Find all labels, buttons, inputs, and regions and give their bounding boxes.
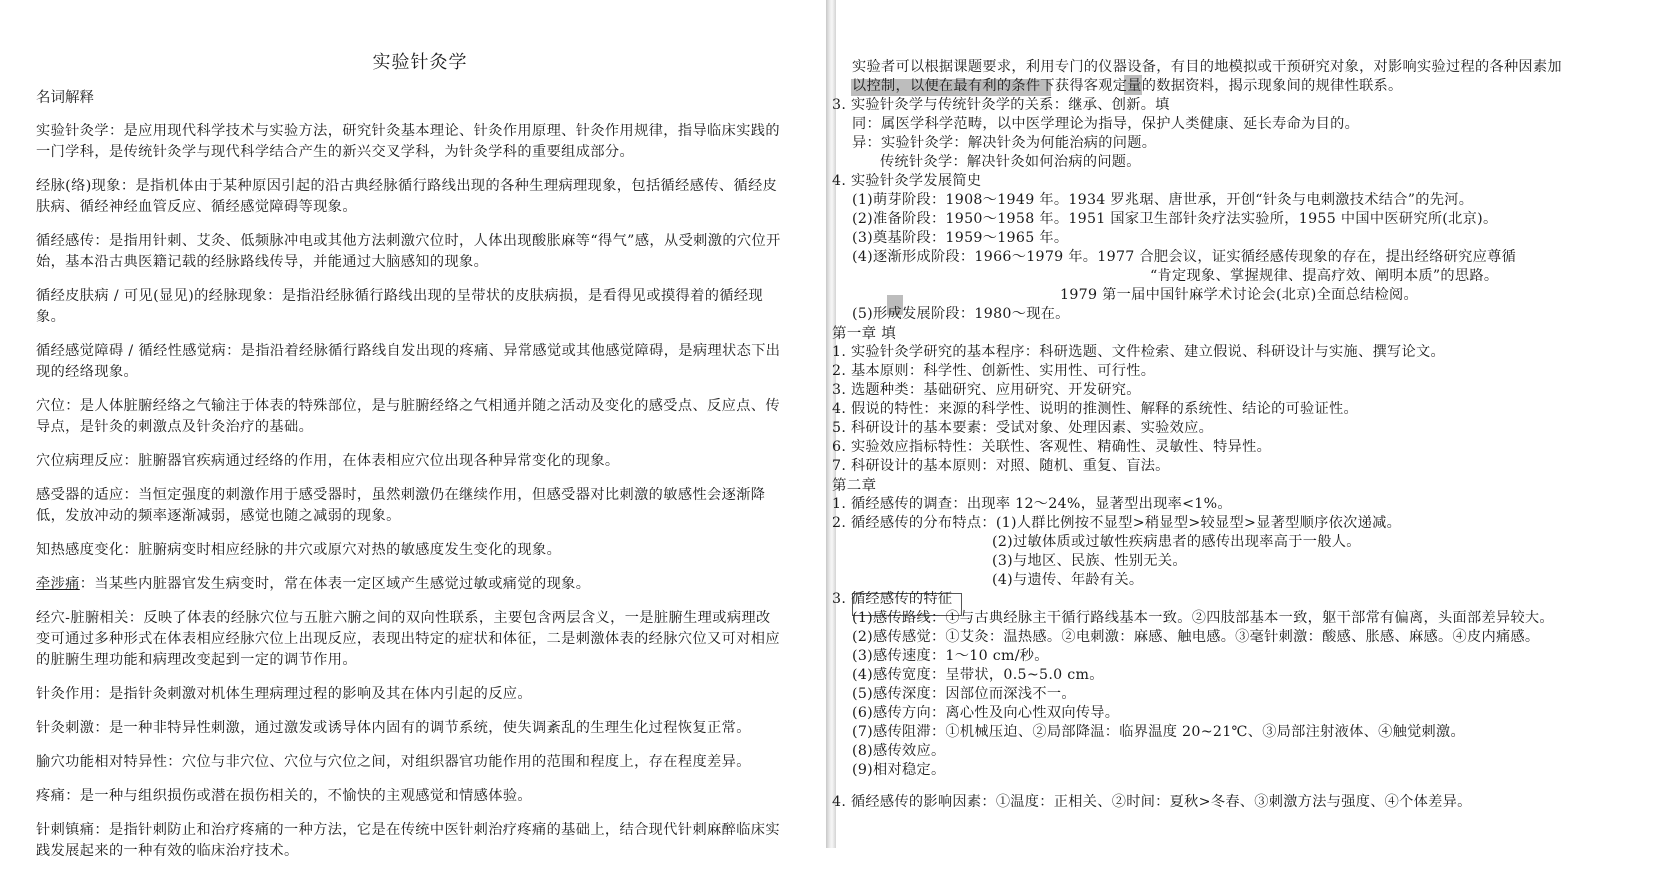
- section-heading: 名词解释: [36, 90, 94, 106]
- sub-item: (4)感传宽度：呈带状，0.5~5.0 cm。: [852, 667, 1104, 683]
- sub-item: (3)与地区、民族、性别无关。: [992, 553, 1187, 569]
- numbered-item: 2. 基本原则：科学性、创新性、实用性、可行性。: [832, 363, 1156, 379]
- definition-text: ：是一种与组织损伤或潜在损伤相关的，不愉快的主观感觉和情感体验。: [65, 788, 532, 804]
- sub-item: (8)感传效应。: [852, 743, 946, 759]
- sub-item: (4)与遗传、年龄有关。: [992, 572, 1144, 588]
- left-page-content: [36, 48, 784, 875]
- term: 循经感觉障碍 / 循经性感觉病: [36, 343, 227, 359]
- term: 循经皮肤病 / 可见(显见)的经脉现象: [36, 288, 268, 304]
- term: 经脉(络)现象: [36, 178, 121, 194]
- definition-paragraph: [36, 684, 784, 705]
- definition-text: ：反映了体表的经脉穴位与五脏六腑之间的双向性联系，主要包含两层含义，一是脏腑生理或病理改变可通过多种形式在体表相应经脉穴位上出现反应，表现出特定的症状和体征，二是刺激体表的经脉穴位又可对相应的脏腑生理功能和病理改变起到一定的调节作用。: [36, 610, 780, 668]
- sub-item: (4)逐渐形成阶段：1966～1979 年。1977 合肥会议，证实循经感传现象的存在，提出经络研究应尊循: [852, 249, 1517, 265]
- definition-paragraph: [36, 485, 784, 527]
- term: 知热感度变化: [36, 542, 124, 558]
- numbered-item: 7. 科研设计的基本原则：对照、随机、重复、盲法。: [832, 458, 1170, 474]
- term: 穴位病理反应: [36, 453, 124, 469]
- sub-item: (1)萌芽阶段：1908～1949 年。1934 罗兆琚、唐世承，开创“针灸与电刺激技术结合”的先河。: [852, 192, 1474, 208]
- definition-paragraph: [36, 718, 784, 739]
- term: 针灸刺激: [36, 720, 95, 736]
- definition-text: ：当恒定强度的刺激作用于感受器时，虽然刺激仍在继续作用，但感受器对比刺激的敏感性会逐渐降低，发放冲动的频率逐渐减弱，感觉也随之减弱的现象。: [36, 487, 766, 524]
- text-line: 异：实验针灸学：解决针灸为何能治病的问题。: [852, 135, 1157, 151]
- definition-text: ：当某些内脏器官发生病变时，常在体表一定区域产生感觉过敏或痛觉的现象。: [79, 576, 591, 592]
- definition-paragraph: [36, 176, 784, 218]
- definition-text: ：是指沿着经脉循行路线自发出现的疼痛、异常感觉或其他感觉障碍，是病理状态下出现的经络现象。: [36, 343, 781, 380]
- sub-item: (2)准备阶段：1950～1958 年。1951 国家卫生部针灸疗法实验所，1955 中国中医研究所(北京)。: [852, 211, 1498, 227]
- definition-text: ：是指沿经脉循行路线出现的呈带状的皮肤病损，是看得见或摸得着的循经现象。: [36, 288, 764, 325]
- definition-text: ：是指针刺防止和治疗疼痛的一种方法，它是在传统中医针刺治疗疼痛的基础上，结合现代针刺麻醉临床实践发展起来的一种有效的临床治疗技术。: [36, 822, 780, 859]
- definition-paragraph: [36, 451, 784, 472]
- left-page: [0, 0, 826, 859]
- definition-paragraph: [36, 396, 784, 438]
- sub-item: (2)过敏体质或过敏性疾病患者的感传出现率高于一般人。: [992, 534, 1361, 550]
- definition-paragraph: [36, 786, 784, 807]
- numbered-item: 1. 循经感传的调查：出现率 12～24%，显著型出现率<1%。: [832, 496, 1232, 512]
- numbered-item: 4. 假说的特性：来源的科学性、说明的推测性、解释的系统性、结论的可验证性。: [832, 401, 1359, 417]
- definition-paragraph: [36, 121, 784, 163]
- definition-paragraph: [36, 341, 784, 383]
- definition-text: ：穴位与非穴位、穴位与穴位之间，对组织器官功能作用的范围和程度上，存在程度差异。: [167, 754, 751, 770]
- definition-paragraph: [36, 608, 784, 671]
- definition-paragraph: [36, 820, 784, 862]
- term: 经穴-脏腑相关: [36, 610, 129, 626]
- definition-text: ：脏腑器官疾病通过经络的作用，在体表相应穴位出现各种异常变化的现象。: [123, 453, 620, 469]
- text-line: 以控制，以便在最有利的条件下获得客观定量的数据资料，揭示现象间的规律性联系。: [852, 78, 1403, 94]
- definition-paragraph: [36, 540, 784, 561]
- definition-text: ：是指用针刺、艾灸、低频脉冲电或其他方法刺激穴位时，人体出现酸胀麻等“得气”感，从受刺激的穴位开始，基本沿古典医籍记载的经脉路线传导，并能通过大脑感知的现象。: [36, 233, 781, 270]
- numbered-item: 3. 循经感传的特征: [832, 591, 953, 607]
- numbered-item: 3. 实验针灸学与传统针灸学的关系：继承、创新。填: [832, 97, 1170, 113]
- sub-item: (7)感传阻滞：①机械压迫、②局部降温：临界温度 20~21℃、③局部注射液体、④触觉刺激。: [852, 724, 1466, 740]
- text-line: 传统针灸学：解决针灸如何治病的问题。: [880, 154, 1141, 170]
- definition-text: ：是人体脏腑经络之气输注于体表的特殊部位，是与脏腑经络之气相通并随之活动及变化的感受点、反应点、传导点，是针灸的刺激点及针灸治疗的基础。: [36, 398, 780, 435]
- definition-text: ：是一种非特异性刺激，通过激发或诱导体内固有的调节系统，使失调紊乱的生理生化过程恢复正常。: [94, 720, 751, 736]
- numbered-item: 3. 选题种类：基础研究、应用研究、开发研究。: [832, 382, 1141, 398]
- chapter-heading: 第一章 填: [832, 326, 897, 342]
- definition-text: ：是指针灸刺激对机体生理病理过程的影响及其在体内引起的反应。: [94, 686, 532, 702]
- sub-item: (3)奠基阶段：1959～1965 年。: [852, 230, 1069, 246]
- text-line: 实验者可以根据课题要求，利用专门的仪器设备，有目的地模拟或干预研究对象，对影响实验过程的各种因素加: [852, 59, 1562, 75]
- numbered-item: 5. 科研设计的基本要素：受试对象、处理因素、实验效应。: [832, 420, 1214, 436]
- document-title: 实验针灸学: [372, 52, 468, 73]
- term: 感受器的适应: [36, 487, 124, 503]
- definition-text: ：脏腑病变时相应经脉的井穴或原穴对热的敏感度发生变化的现象。: [123, 542, 562, 558]
- numbered-item: 4. 循经感传的影响因素：①温度：正相关、②时间：夏秋>冬春、③刺激方法与强度、④个体差异。: [832, 794, 1472, 810]
- definition-paragraph: [36, 286, 784, 328]
- term: 针刺镇痛: [36, 822, 95, 838]
- numbered-item: 2. 循经感传的分布特点：(1)人群比例按不显型>稍显型>较显型>显著型顺序依次递减。: [832, 515, 1402, 531]
- sub-item: (3)感传速度：1～10 cm/秒。: [852, 648, 1049, 664]
- numbered-item: 1. 实验针灸学研究的基本程序：科研选题、文件检索、建立假说、科研设计与实施、撰写论文。: [832, 344, 1445, 360]
- text-line: “肯定现象、掌握规律、提高疗效、阐明本质”的思路。: [1150, 268, 1499, 284]
- text-line: 1979 第一届中国针麻学术讨论会(北京)全面总结检阅。: [1060, 287, 1419, 303]
- term: 疼痛: [36, 788, 66, 804]
- term: 实验针灸学: [36, 123, 109, 139]
- sub-item: (5)感传深度：因部位而深浅不一。: [852, 686, 1076, 702]
- sub-item: (2)感传感觉：①艾灸：温热感。②电刺激：麻感、触电感。③毫针刺激：酸感、胀感、麻感。④皮内痛感。: [852, 629, 1540, 645]
- text-line: 同：属医学科学范畴，以中医学理论为指导，保护人类健康、延长寿命为目的。: [852, 116, 1360, 132]
- definition-text: ：是应用现代科学技术与实验方法，研究针灸基本理论、针灸作用原理、针灸作用规律，指导临床实践的一门学科，是传统针灸学与现代科学结合产生的新兴交叉学科，为针灸学科的重要组成部分。: [36, 123, 780, 160]
- chapter-heading: 第二章: [832, 478, 877, 494]
- numbered-item: 4. 实验针灸学发展简史: [832, 173, 982, 189]
- right-page: [832, 0, 1665, 848]
- term: 腧穴功能相对特异性: [36, 754, 168, 770]
- definition-paragraph: [36, 752, 784, 773]
- sub-item: (9)相对稳定。: [852, 762, 946, 778]
- term: 针灸作用: [36, 686, 95, 702]
- sub-item: (5)形成发展阶段：1980～现在。: [852, 306, 1070, 322]
- definition-text: ：是指机体由于某种原因引起的沿古典经脉循行路线出现的各种生理病理现象，包括循经感传、循经皮肤病、循经神经血管反应、循经感觉障碍等现象。: [36, 178, 778, 215]
- term: 牵涉痛: [36, 576, 80, 592]
- sub-item: (6)感传方向：离心性及向心性双向传导。: [852, 705, 1120, 721]
- term: 穴位: [36, 398, 66, 414]
- sub-item: (1)感传路线：①与古典经脉主干循行路线基本一致。②四肢部基本一致，躯干部常有偏离，头面部差异较大。: [852, 610, 1554, 626]
- definition-paragraph: [36, 231, 784, 273]
- definition-paragraph: [36, 574, 784, 595]
- numbered-item: 6. 实验效应指标特性：关联性、客观性、精确性、灵敏性、特异性。: [832, 439, 1272, 455]
- term: 循经感传: [36, 233, 95, 249]
